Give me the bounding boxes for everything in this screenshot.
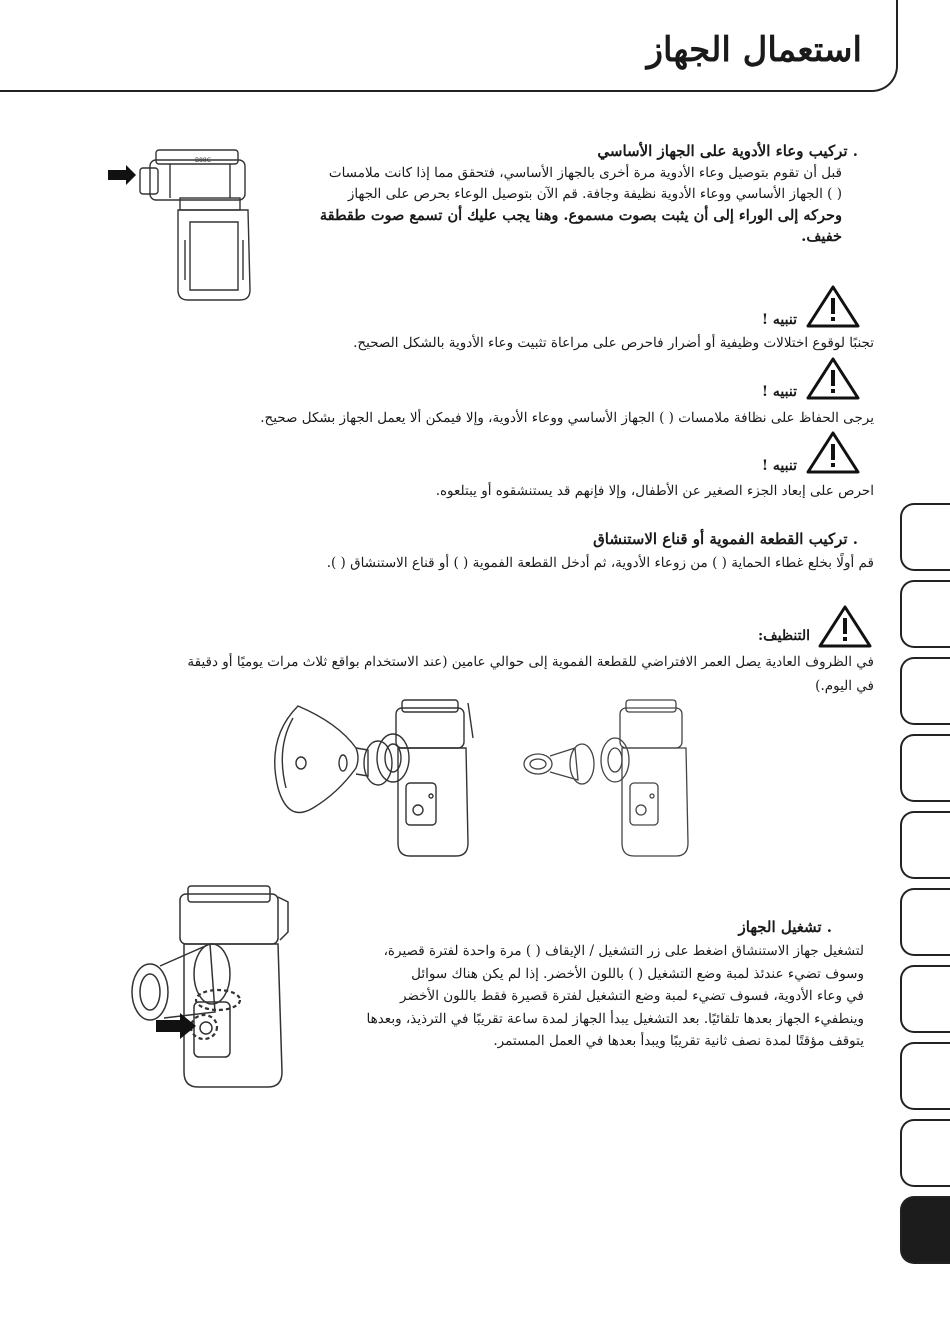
chapter-tab[interactable] (900, 965, 950, 1033)
warning-label: تنبيه ! (761, 458, 797, 474)
section-attach-line: خفيف. (801, 228, 842, 245)
chapter-tab[interactable] (900, 657, 950, 725)
section-mouthpiece-text: قم أولًا بخلع غطاء الحماية ( ) من زوعاء الأدوية، ثم أدخل القطعة الفموية ( ) أو قناع الاستنشاق ( ). (326, 555, 874, 571)
device-mask-illustration (268, 698, 498, 860)
section-mouthpiece-heading: . تركيب القطعة الفموية أو قناع الاستنشاق (593, 530, 858, 548)
chapter-tab[interactable] (900, 580, 950, 648)
warning-label: تنبيه ! (761, 384, 797, 400)
section-operate-line: يتوقف مؤقتًا لمدة نصف ثانية تقريبًا ويبدأ بعدها في العمل المستمر. (493, 1033, 864, 1049)
device-label: B88C (195, 157, 211, 164)
device-operate-illustration (120, 882, 310, 1092)
warning-text: يرجى الحفاظ على نظافة ملامسات ( ) الجهاز الأساسي ووعاء الأدوية، وإلا فيمكن ألا يعمل الجهاز بشكل صحيح. (260, 410, 874, 426)
device-mouthpiece-illustration (520, 698, 710, 860)
cleaning-line: في اليوم.) (815, 678, 874, 694)
chapter-tab[interactable] (900, 1119, 950, 1187)
chapter-tab[interactable] (900, 734, 950, 802)
warning-text: احرص على إبعاد الجزء الصغير عن الأطفال، وإلا فإنهم قد يستنشقوه أو يبتلعوه. (435, 483, 874, 499)
warning-text: تجنبًا لوقوع اختلالات وظيفية أو أضرار فاحرص على مراعاة تثبيت وعاء الأدوية بالشكل الصحيح. (353, 335, 874, 351)
section-attach-line: وحركه إلى الوراء إلى أن يثبت بصوت مسموع. وهنا يجب عليك أن تسمع صوت طقطقة (319, 207, 842, 224)
chapter-tab[interactable] (900, 811, 950, 879)
warning-label: تنبيه ! (761, 312, 797, 328)
cleaning-line: في الظروف العادية يصل العمر الافتراضي للقطعة الفموية إلى حوالي عامين (عند الاستخدام بواقع ثلاث مرات يوميًا أو دقيقة (187, 654, 874, 670)
device-attach-illustration (100, 140, 260, 305)
warning-triangle-icon (806, 430, 860, 474)
chapter-tab[interactable] (900, 888, 950, 956)
section-operate-line: وسوف تضيء عندئذ لمبة وضع التشغيل ( ) باللون الأخضر. إذا لم يكن هناك سوائل (411, 965, 864, 982)
section-attach-line: ( ) الجهاز الأساسي ووعاء الأدوية نظيفة وجافة. قم الآن بتوصيل الوعاء بحرص على الجهاز (347, 186, 842, 202)
chapter-tab[interactable] (900, 503, 950, 571)
cleaning-label: التنظيف: (758, 628, 810, 644)
warning-triangle-icon (806, 356, 860, 400)
section-attach-line: قبل أن تقوم بتوصيل وعاء الأدوية مرة أخرى بالجهاز الأساسي، فتحقق مما إذا كانت ملامسات (328, 165, 842, 181)
section-operate-line: لتشغيل جهاز الاستنشاق اضغط على زر التشغيل / الإيقاف ( ) مرة واحدة لفترة قصيرة، (383, 943, 864, 959)
warning-triangle-icon (806, 284, 860, 328)
section-attach-heading: . تركيب وعاء الأدوية على الجهاز الأساسي (597, 142, 858, 160)
section-operate-line: وينطفيء الجهاز بعدها تلقائيًا. بعد التشغيل يبدأ الجهاز لمدة ساعة تقريبًا في الترذيذ، وبعدها (366, 1010, 864, 1027)
section-operate-body (294, 940, 864, 1053)
section-operate-heading: . تشغيل الجهاز (738, 918, 832, 936)
section-operate-line: في وعاء الأدوية، فسوف تضيء لمبة وضع التشغيل لفترة قصيرة فقط باللون الأخضر (400, 988, 864, 1004)
page-title: استعمال الجهاز (646, 30, 862, 70)
warning-triangle-icon (818, 604, 872, 648)
chapter-tab[interactable] (900, 1042, 950, 1110)
section-attach-body (282, 163, 842, 247)
chapter-tab-active[interactable] (900, 1196, 950, 1264)
